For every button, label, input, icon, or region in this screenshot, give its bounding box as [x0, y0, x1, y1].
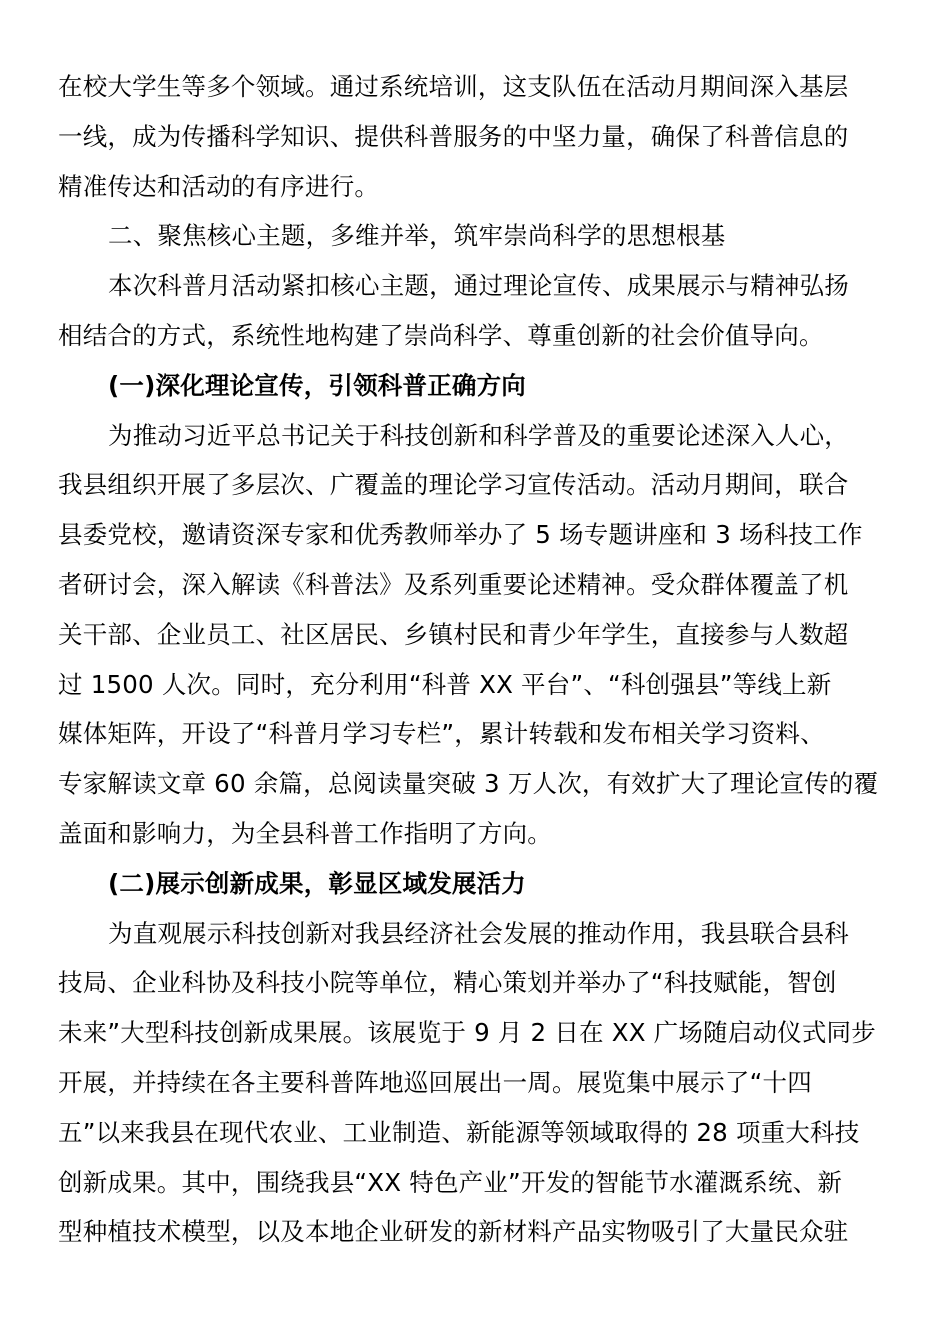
paragraph-line: 创新成果。其中，围绕我县“XX 特色产业”开发的智能节水灌溉系统、新	[58, 1167, 843, 1197]
paragraph-line: 为推动习近平总书记关于科技创新和科学普及的重要论述深入人心，	[108, 420, 849, 450]
document-page	[58, 62, 888, 1257]
paragraph-line: 媒体矩阵，开设了“科普月学习专栏”，累计转载和发布相关学习资料、	[58, 719, 825, 749]
subsection-heading: (二)展示创新成果，彰显区域发展活力	[108, 868, 526, 898]
paragraph-line: 本次科普月活动紧扣核心主题，通过理论宣传、成果展示与精神弘扬	[108, 271, 849, 301]
paragraph-line: 盖面和影响力，为全县科普工作指明了方向。	[58, 818, 552, 848]
paragraph-line: 型种植技术模型，以及本地企业研发的新材料产品实物吸引了大量民众驻	[58, 1217, 849, 1247]
paragraph-line: 关干部、企业员工、社区居民、乡镇村民和青少年学生，直接参与人数超	[58, 619, 849, 649]
section-heading: 二、聚焦核心主题，多维并举，筑牢崇尚科学的思想根基	[108, 221, 726, 251]
paragraph-line: 者研讨会，深入解读《科普法》及系列重要论述精神。受众群体覆盖了机	[58, 569, 849, 599]
paragraph-line: 我县组织开展了多层次、广覆盖的理论学习宣传活动。活动月期间，联合	[58, 470, 849, 500]
paragraph-line: 一线，成为传播科学知识、提供科普服务的中坚力量，确保了科普信息的	[58, 121, 849, 151]
paragraph-line: 专家解读文章 60 余篇，总阅读量突破 3 万人次，有效扩大了理论宣传的覆	[58, 769, 879, 799]
paragraph-line: 为直观展示科技创新对我县经济社会发展的推动作用，我县联合县科	[108, 918, 849, 948]
paragraph-line: 相结合的方式，系统性地构建了崇尚科学、尊重创新的社会价值导向。	[58, 320, 824, 350]
paragraph-line: 开展，并持续在各主要科普阵地巡回展出一周。展览集中展示了“十四	[58, 1067, 812, 1097]
paragraph-line: 在校大学生等多个领域。通过系统培训，这支队伍在活动月期间深入基层	[58, 72, 849, 101]
paragraph-line: 未来”大型科技创新成果展。该展览于 9 月 2 日在 XX 广场随启动仪式同步	[58, 1018, 876, 1048]
paragraph-line: 五”以来我县在现代农业、工业制造、新能源等领域取得的 28 项重大科技	[58, 1117, 860, 1147]
paragraph-line: 过 1500 人次。同时，充分利用“科普 XX 平台”、“科创强县”等线上新	[58, 669, 832, 699]
paragraph-line: 县委党校，邀请资深专家和优秀教师举办了 5 场专题讲座和 3 场科技工作	[58, 520, 863, 550]
paragraph-line: 精准传达和活动的有序进行。	[58, 171, 380, 201]
subsection-heading: (一)深化理论宣传，引领科普正确方向	[108, 370, 526, 400]
paragraph-line: 技局、企业科协及科技小院等单位，精心策划并举办了“科技赋能，智创	[58, 968, 837, 998]
